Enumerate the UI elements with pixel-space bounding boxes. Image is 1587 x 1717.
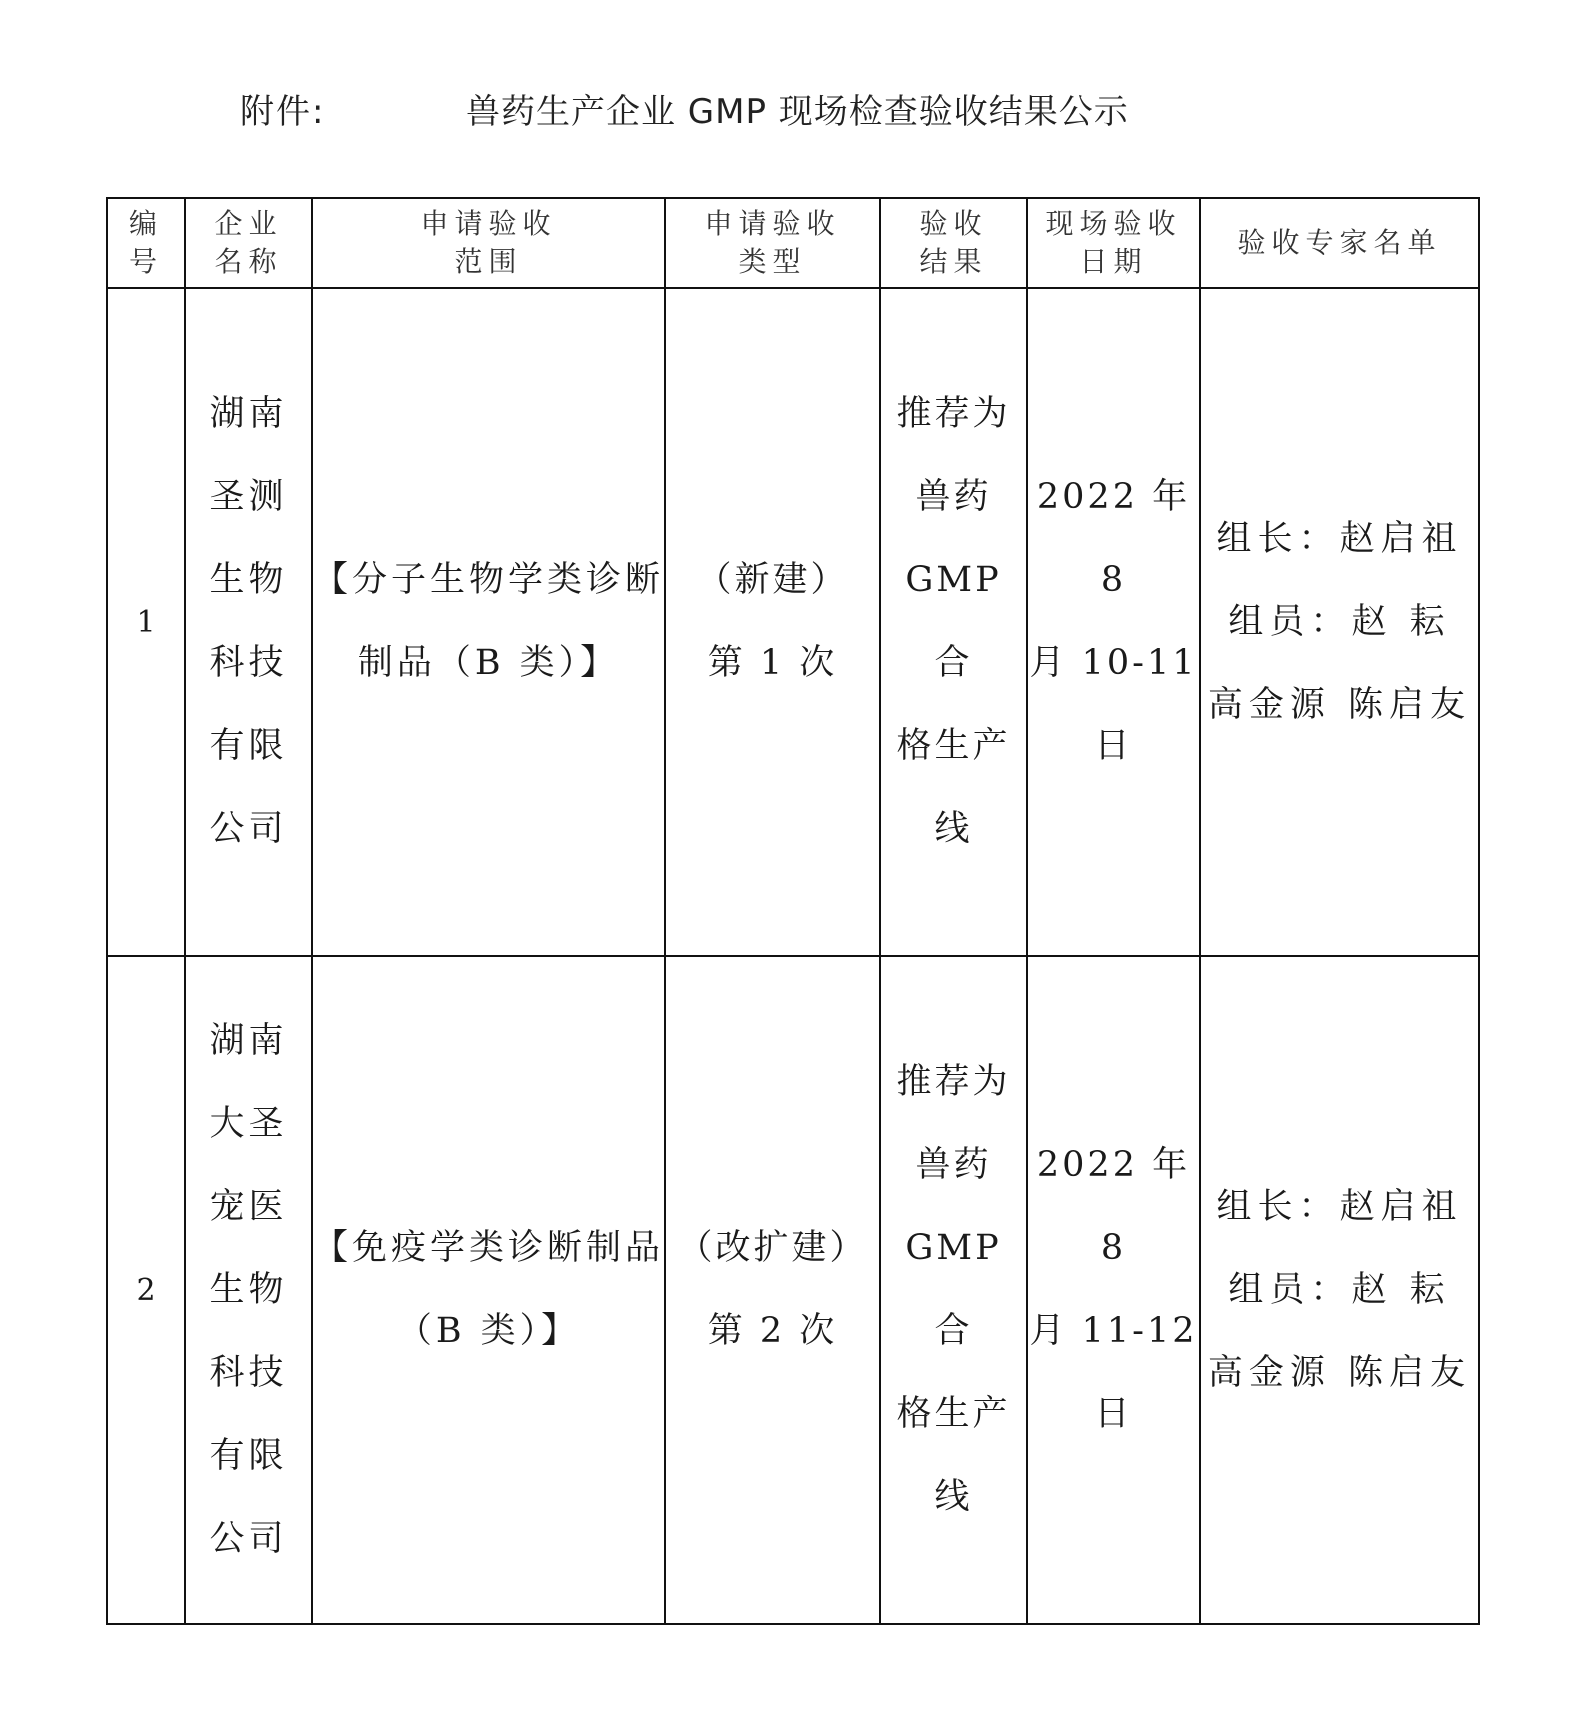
- header-company: [185, 198, 312, 288]
- company-name-line: 科技: [209, 643, 288, 683]
- header-text: 验收专家名单: [1237, 226, 1442, 259]
- company-name: [185, 288, 312, 956]
- expert-line: 高金源 陈启友: [1207, 684, 1472, 725]
- application-scope: 【分子生物学类诊断制品（B 类）】: [312, 288, 665, 956]
- header-text: 验收: [919, 207, 988, 240]
- company-name-line: 有限: [209, 726, 288, 766]
- application-type: [665, 288, 880, 956]
- row-number: 2: [107, 956, 185, 1624]
- header-text: 现场验收: [1045, 207, 1182, 240]
- company-name-line: 大圣: [209, 1103, 288, 1144]
- header-experts: [1200, 198, 1479, 288]
- inspection-date-line: 日: [1094, 726, 1133, 766]
- inspection-result: [880, 956, 1027, 1624]
- inspection-result-line: 推荐为: [896, 394, 1011, 434]
- application-type-line: 第 1 次: [707, 643, 838, 683]
- application-type-line: （新建）: [696, 560, 849, 600]
- attachment-label: 附件:: [240, 92, 326, 132]
- header-result: [880, 198, 1027, 288]
- table-row: [107, 956, 1479, 1624]
- header-scope: [312, 198, 665, 288]
- company-name-line: 湖南: [209, 394, 288, 434]
- company-name-line: 公司: [209, 809, 288, 849]
- header-text: 日期: [1079, 245, 1148, 278]
- inspection-date: [1027, 288, 1200, 956]
- header-text: 申请验收: [420, 207, 557, 240]
- company-name-line: 公司: [209, 1518, 288, 1559]
- header-text: 编: [128, 207, 163, 240]
- header-date: [1027, 198, 1200, 288]
- application-type: [665, 956, 880, 1624]
- company-name-line: 生物: [209, 560, 288, 600]
- header-number: [107, 198, 185, 288]
- header-text: 类型: [738, 245, 807, 278]
- inspection-result-line: 推荐为: [896, 1062, 1011, 1102]
- header-type: [665, 198, 880, 288]
- expert-list: [1200, 288, 1479, 956]
- company-name-line: 科技: [209, 1352, 288, 1393]
- expert-line: 组员：赵 耘: [1228, 1269, 1451, 1310]
- application-scope: 【免疫学类诊断制品（B 类）】: [312, 956, 665, 1624]
- header-text: 结果: [919, 245, 988, 278]
- header-text: 名称: [214, 245, 283, 278]
- company-name-line: 圣测: [209, 477, 288, 517]
- header-text: 企业: [214, 207, 283, 240]
- header-row: [107, 198, 1479, 288]
- inspection-date: [1027, 956, 1200, 1624]
- row-number: 1: [107, 288, 185, 956]
- inspection-result-line: 格生产: [896, 726, 1011, 766]
- inspection-result-line: GMP 合: [905, 1228, 1002, 1351]
- company-name-line: 有限: [209, 1435, 288, 1476]
- expert-line: 组长：赵启祖: [1216, 518, 1463, 559]
- header-text: 范围: [454, 245, 523, 278]
- company-name: [185, 956, 312, 1624]
- inspection-result-line: GMP 合: [905, 560, 1002, 683]
- inspection-date-line: 月 10-11: [1029, 643, 1198, 683]
- header-text: 号: [128, 245, 163, 278]
- inspection-date-line: 日: [1094, 1394, 1133, 1434]
- expert-line: 组员：赵 耘: [1228, 601, 1451, 642]
- result-table: [106, 197, 1480, 1625]
- inspection-result-line: 线: [934, 1477, 973, 1517]
- table-row: [107, 288, 1479, 956]
- inspection-result: [880, 288, 1027, 956]
- inspection-date-line: 月 11-12: [1029, 1311, 1198, 1351]
- expert-line: 组长：赵启祖: [1216, 1186, 1463, 1227]
- inspection-date-line: 2022 年 8: [1036, 477, 1191, 600]
- inspection-date-line: 2022 年 8: [1036, 1145, 1191, 1268]
- company-name-line: 宠医: [209, 1186, 288, 1227]
- expert-list: [1200, 956, 1479, 1624]
- page-title: 兽药生产企业 GMP 现场检查验收结果公示: [466, 92, 1129, 132]
- application-type-line: 第 2 次: [707, 1311, 838, 1351]
- company-name-line: 湖南: [209, 1020, 288, 1061]
- header-text: 申请验收: [704, 207, 841, 240]
- inspection-result-line: 兽药: [915, 1145, 992, 1185]
- inspection-result-line: 线: [934, 809, 973, 849]
- application-type-line: （改扩建）: [677, 1228, 868, 1268]
- expert-line: 高金源 陈启友: [1207, 1352, 1472, 1393]
- inspection-result-line: 格生产: [896, 1394, 1011, 1434]
- inspection-result-line: 兽药: [915, 477, 992, 517]
- company-name-line: 生物: [209, 1269, 288, 1310]
